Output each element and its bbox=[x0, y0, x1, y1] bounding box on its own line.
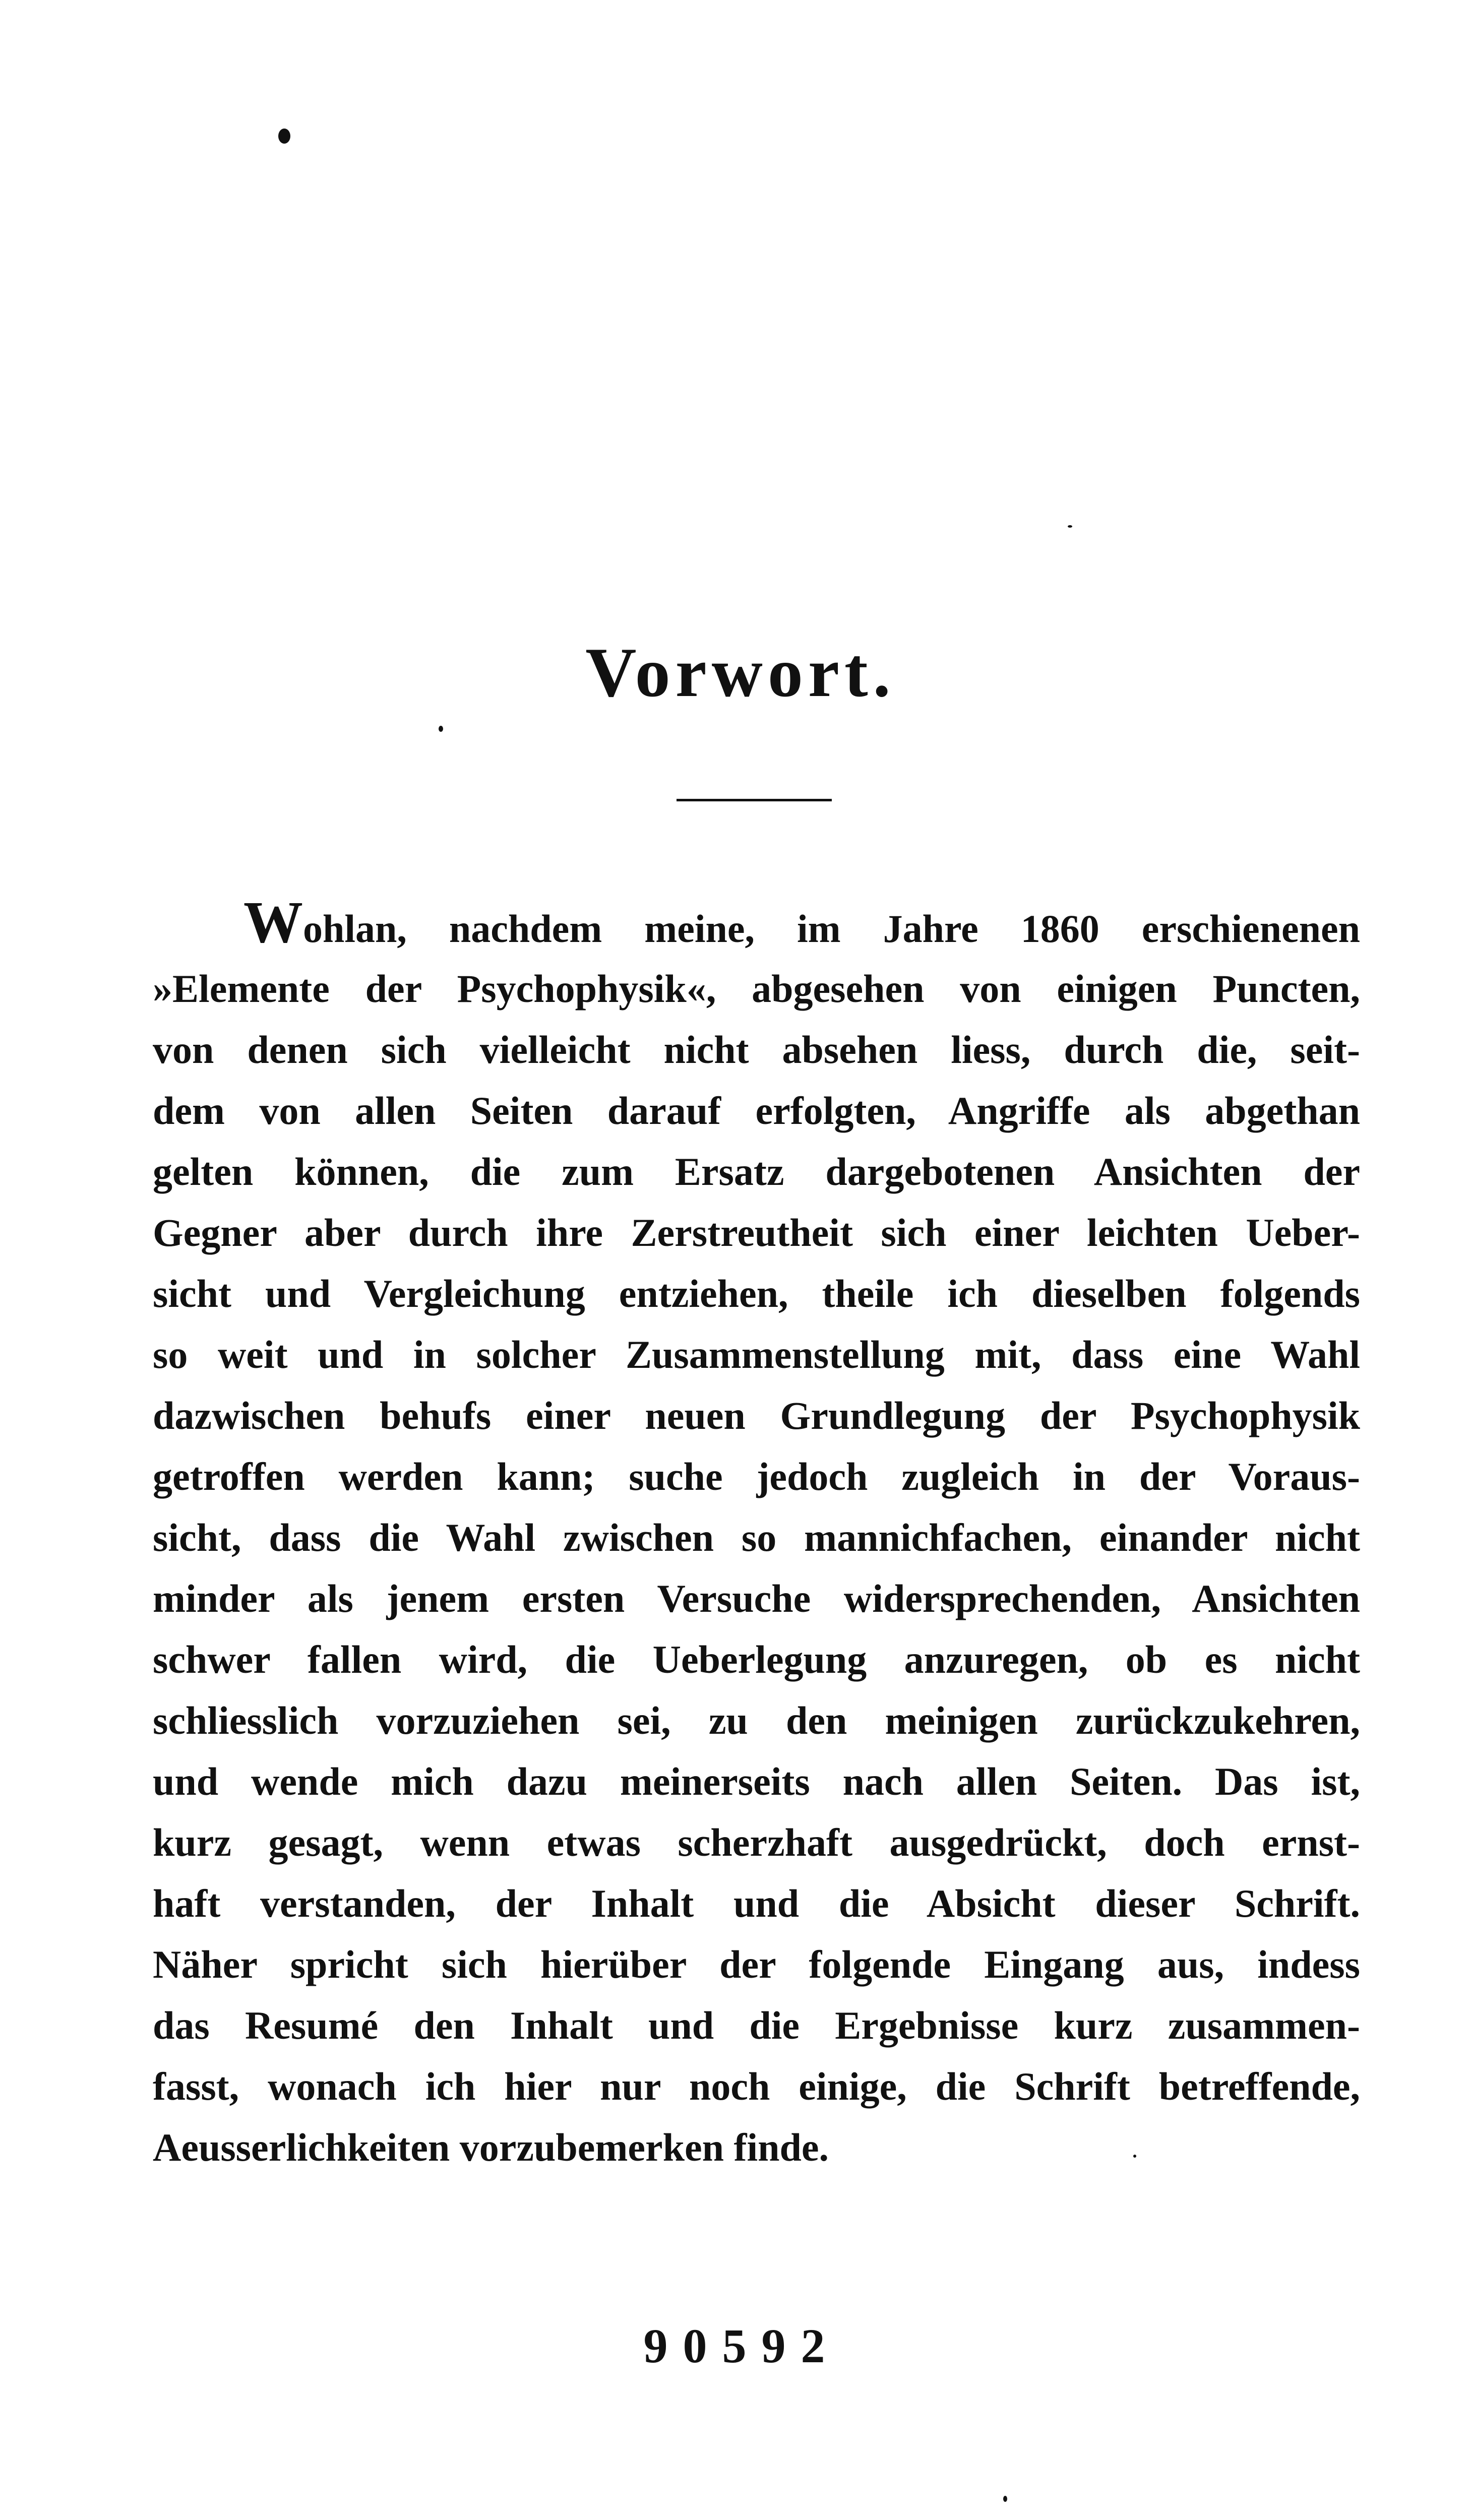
paragraph-line: haft verstanden, der Inhalt und die Absicht dieser Schrift. bbox=[153, 1881, 1360, 1925]
paragraph-line: das Resumé den Inhalt und die Ergebnisse kurz zusammen- bbox=[153, 2003, 1360, 2047]
paragraph-line: von denen sich vielleicht nicht absehen liess, durch die, seit- bbox=[153, 1028, 1360, 1072]
paragraph-line: dem von allen Seiten darauf erfolgten, Angriffe als abgethan bbox=[153, 1089, 1360, 1132]
paragraph-line: fasst, wonach ich hier nur noch einige, die Schrift betreffende, bbox=[153, 2064, 1360, 2108]
paragraph-line: schwer fallen wird, die Ueberlegung anzuregen, ob es nicht bbox=[153, 1637, 1360, 1681]
paragraph-line: schliesslich vorzuziehen sei, zu den meinigen zurückzukehren, bbox=[153, 1698, 1360, 1742]
title-divider bbox=[677, 799, 832, 801]
sheet-number: 90592 bbox=[643, 2319, 840, 2373]
paragraph-line: kurz gesagt, wenn etwas scherzhaft ausgedrückt, doch ernst- bbox=[153, 1820, 1360, 1864]
paragraph-line bbox=[153, 897, 1360, 958]
paragraph-line: getroffen werden kann; suche jedoch zugleich in der Voraus- bbox=[153, 1455, 1360, 1498]
scan-speck bbox=[1003, 2496, 1007, 2502]
paragraph-line: dazwischen behufs einer neuen Grundlegung der Psychophysik bbox=[153, 1394, 1360, 1437]
paragraph-line: minder als jenem ersten Versuche widersprechenden, Ansichten bbox=[153, 1577, 1360, 1620]
paragraph-line: gelten können, die zum Ersatz dargebotenen Ansichten der bbox=[153, 1150, 1360, 1193]
paragraph-line: Gegner aber durch ihre Zerstreutheit sich einer leichten Ueber- bbox=[153, 1211, 1360, 1254]
paragraph-line: Aeusserlichkeiten vorzubemerken finde. bbox=[153, 2125, 829, 2169]
scan-speck bbox=[439, 726, 443, 732]
scan-speck bbox=[1068, 525, 1072, 528]
paragraph-line: sicht, dass die Wahl zwischen so mannichfachen, einander nicht bbox=[153, 1516, 1360, 1559]
paragraph-line: »Elemente der Psychophysik«, abgesehen von einigen Puncten, bbox=[153, 967, 1360, 1011]
paragraph-line: so weit und in solcher Zusammenstellung mit, dass eine Wahl bbox=[153, 1333, 1360, 1376]
paragraph-line: und wende mich dazu meinerseits nach allen Seiten. Das ist, bbox=[153, 1759, 1360, 1803]
scan-speck bbox=[278, 129, 290, 144]
paragraph-line: Näher spricht sich hierüber der folgende Eingang aus, indess bbox=[153, 1942, 1360, 1986]
preface-paragraph bbox=[153, 897, 1360, 2178]
drop-cap: W bbox=[243, 897, 303, 955]
first-line-text: ohlan, nachdem meine, im Jahre 1860 erschienenen bbox=[303, 907, 1360, 951]
page-title: Vorwort. bbox=[585, 634, 896, 712]
paragraph-line: sicht und Vergleichung entziehen, theile ich dieselben folgends bbox=[153, 1272, 1360, 1315]
